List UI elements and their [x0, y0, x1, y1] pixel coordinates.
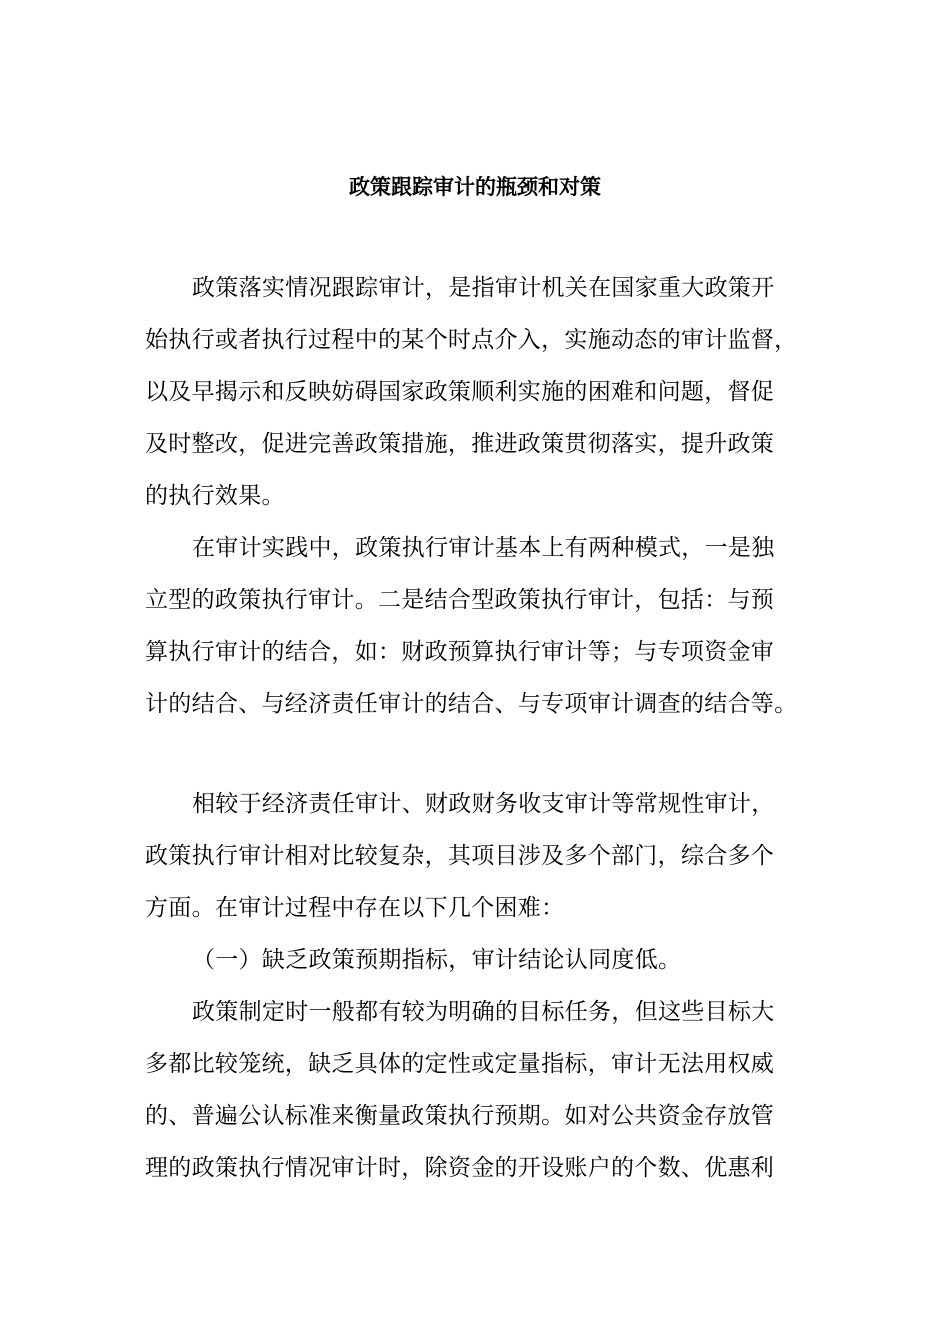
- paragraph-line: 多都比较笼统，缺乏具体的定性或定量指标，审计无法用权威: [145, 1051, 775, 1077]
- paragraph-line: 理的政策执行情况审计时，除资金的开设账户的个数、优惠利: [145, 1155, 775, 1181]
- paragraph-line: 政策制定时一般都有较为明确的目标任务，但这些目标大: [192, 999, 775, 1025]
- paragraph-line: 以及早揭示和反映妨碍国家政策顺利实施的困难和问题，督促: [145, 379, 775, 405]
- paragraph-line: 在审计实践中，政策执行审计基本上有两种模式，一是独: [192, 535, 775, 561]
- paragraph-line: 计的结合、与经济责任审计的结合、与专项审计调查的结合等。: [145, 691, 798, 717]
- paragraph-line: 始执行或者执行过程中的某个时点介入，实施动态的审计监督，: [145, 327, 798, 353]
- paragraph-line: 算执行审计的结合，如：财政预算执行审计等；与专项资金审: [145, 639, 775, 665]
- section-heading: （一）缺乏政策预期指标，审计结论认同度低。: [192, 947, 682, 973]
- paragraph-line: 相较于经济责任审计、财政财务收支审计等常规性审计，: [192, 791, 775, 817]
- paragraph-line: 政策落实情况跟踪审计，是指审计机关在国家重大政策开: [192, 275, 775, 301]
- paragraph-line: 立型的政策执行审计。二是结合型政策执行审计，包括：与预: [145, 587, 775, 613]
- document-title: 政策跟踪审计的瓶颈和对策: [349, 175, 601, 199]
- paragraph-line: 及时整改，促进完善政策措施，推进政策贯彻落实，提升政策: [145, 431, 775, 457]
- paragraph-line: 的执行效果。: [145, 483, 285, 509]
- paragraph-line: 方面。在审计过程中存在以下几个困难：: [145, 895, 565, 921]
- paragraph-line: 政策执行审计相对比较复杂，其项目涉及多个部门，综合多个: [145, 843, 775, 869]
- paragraph-line: 的、普遍公认标准来衡量政策执行预期。如对公共资金存放管: [145, 1103, 775, 1129]
